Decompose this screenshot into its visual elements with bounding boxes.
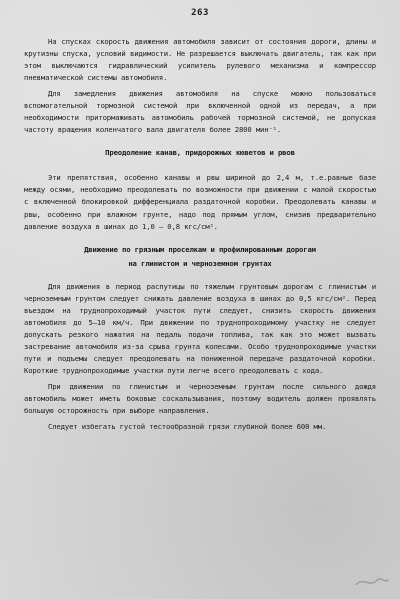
paragraph-descent-braking: Для замедления движения автомобиля на спуске можно пользоваться вспомогательной тормозной системой при включенной одной из передач, а при необходимости притормаживать автомобиль рабочей тормозной системой, не допуская частоту вращения коленчатого вала двигателя более 2800 мин⁻¹. bbox=[24, 89, 376, 135]
paragraph-mud-season: Для движения в период распутицы по тяжелым грунтовым дорогам с глинистым и черноземным грунтом следует снижать давление воздуха в шинах до 0,5 кгс/см². Перед въездом на труднопроходимый участок пути следует, снизить скорость движения автомобиля до 5–10 км/ч. При движении по труднопроходимому участку не следует допускать резкого нажатия на педаль подачи топлива, так как это может вызвать застревание автомобиля из-за срыва грунта колесами. Особо труднопроходимые участки пути и подъемы следует преодолевать на пониженной передаче раздаточной коробки. Короткие труднопроходимые участки пути легче всего преодолевать с хода. bbox=[24, 281, 376, 375]
section-heading-dirt-roads-line2: на глинистом и черноземном грунтах bbox=[128, 258, 272, 268]
paragraph-after-rain: При движении по глинистым и черноземным грунтам после сильного дождя автомобиль может иметь боковые соскальзывания, поэтому водитель должен проявлять большую осторожность при выборе направления. bbox=[24, 381, 376, 416]
page-number: 263 bbox=[191, 8, 209, 18]
page-body bbox=[24, 36, 376, 437]
section-heading-dirt-roads bbox=[24, 243, 376, 271]
paragraph-ditches: Эти препятствия, особенно канавы и рвы шириной до 2,4 м, т.е.равные базе между осями, необходимо преодолевать по возможности при движении с малой скоростью с включенной блокировкой дифференциала раздаточной коробки. Преодолевать канавы и рвы, особенно при влажном грунте, надо под прямым углом, снизив предварительно давление воздуха в шинах до 1,0 – 0,8 кгс/см². bbox=[24, 173, 376, 231]
corner-smudge bbox=[352, 573, 392, 591]
section-heading-dirt-roads-line1: Движение по грязным проселкам и профилированным дорогам bbox=[84, 244, 316, 254]
section-heading-ditches: Преодоление канав, придорожных кюветов и рвов bbox=[105, 148, 295, 158]
paragraph-descent-speed: На спусках скорость движения автомобиля зависит от состояния дороги, длины и крутизны спуска, условий видимости. Не разрешается выключать двигатель, так как при этом выключаются гидравлический усилитель рулевого механизма и компрессор пневматической системы автомобиля. bbox=[24, 37, 376, 83]
paragraph-avoid-mud: Следует избегать густой тестообразной грязи глубиной более 600 мм. bbox=[48, 422, 327, 432]
